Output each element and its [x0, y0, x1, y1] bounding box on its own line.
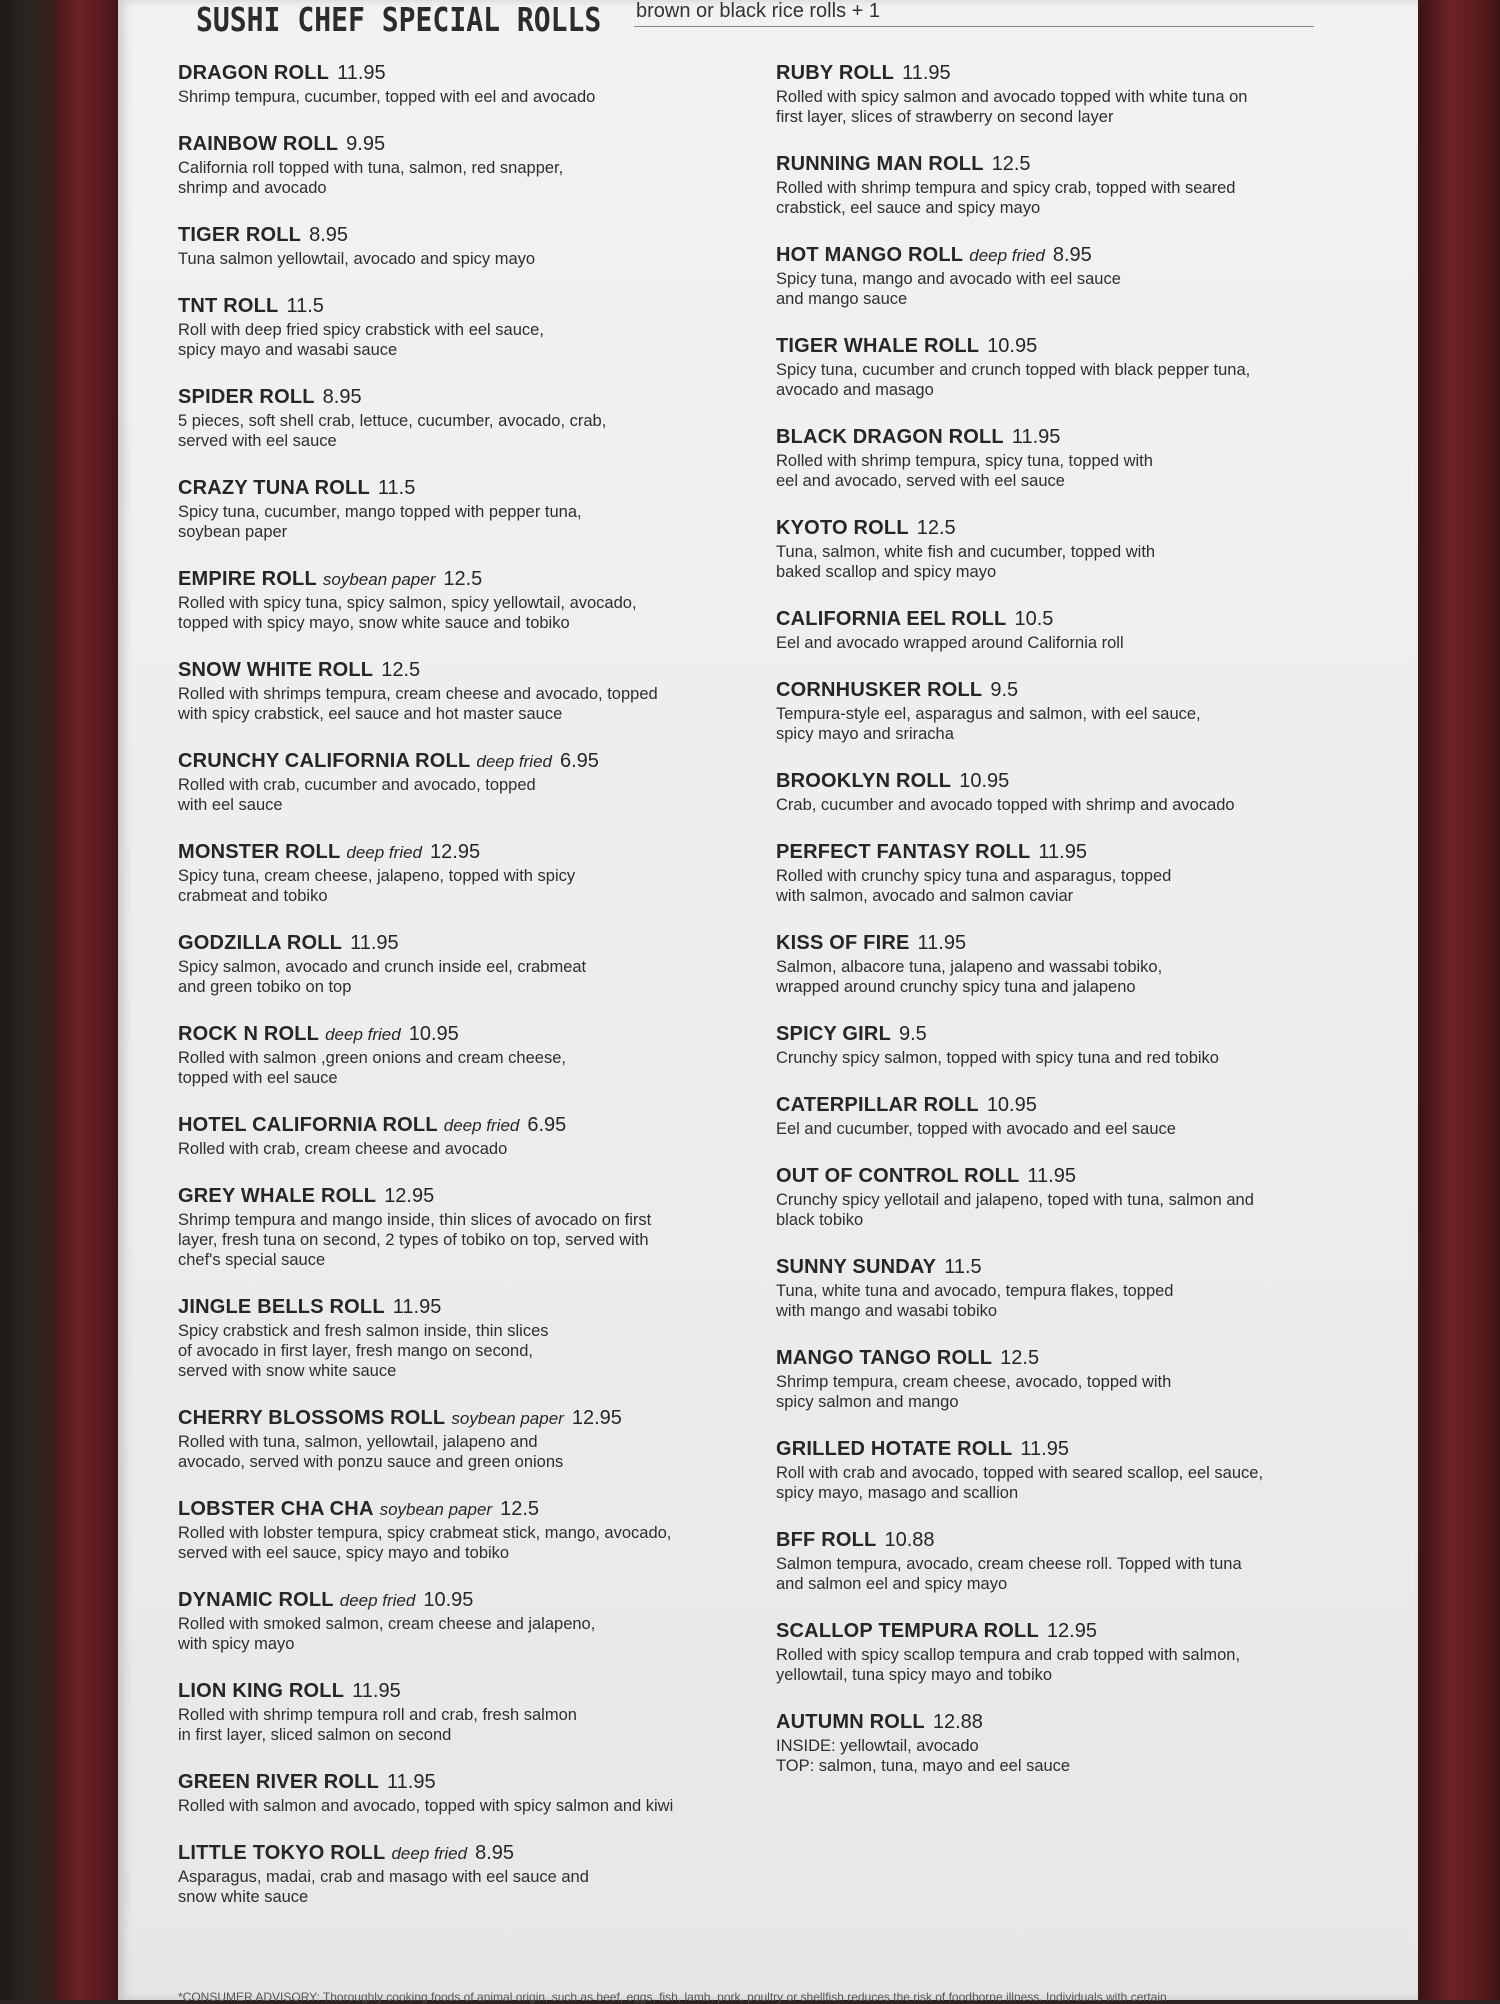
item-name: BLACK DRAGON ROLL: [776, 426, 1004, 448]
menu-item: [178, 657, 768, 724]
menu-item: [776, 768, 1366, 815]
item-price: 11.95: [350, 932, 399, 954]
menu-item-header: [178, 60, 768, 87]
item-price: 10.95: [987, 335, 1038, 357]
left-column: [178, 60, 768, 1931]
item-price: 8.95: [1052, 244, 1092, 266]
menu-item-header: [776, 151, 1366, 178]
menu-item-header: [776, 930, 1366, 957]
item-price: 10.95: [959, 770, 1010, 792]
item-description: INSIDE: yellowtail, avocado TOP: salmon, tuna, mayo and eel sauce: [776, 1737, 1071, 1775]
item-price: 11.95: [1011, 426, 1061, 448]
item-name: RUNNING MAN ROLL: [776, 153, 984, 175]
item-note: deep fried: [476, 752, 552, 771]
menu-item-header: [776, 1021, 1366, 1048]
item-description: California roll topped with tuna, salmon, red snapper, shrimp and avocado: [178, 159, 564, 197]
menu-cover-right-edge: [1420, 0, 1500, 2000]
item-name: MANGO TANGO ROLL: [776, 1347, 993, 1369]
item-price: 12.5: [916, 517, 956, 539]
item-price: 10.88: [884, 1529, 935, 1551]
item-price: 10.5: [1014, 608, 1054, 630]
item-description: Rolled with smoked salmon, cream cheese and jalapeno, with spicy mayo: [178, 1615, 596, 1653]
item-price: 8.95: [309, 224, 349, 246]
item-price: 11.95: [337, 62, 386, 84]
item-price: 6.95: [527, 1114, 567, 1136]
item-name: RUBY ROLL: [776, 62, 895, 84]
item-description: Rolled with tuna, salmon, yellowtail, jalapeno and avocado, served with ponzu sauce and green onions: [178, 1433, 564, 1471]
item-name: CHERRY BLOSSOMS ROLL: [178, 1407, 446, 1429]
menu-item: [178, 1183, 768, 1270]
menu-item: [178, 1112, 768, 1159]
item-name: SNOW WHITE ROLL: [178, 659, 374, 681]
item-name: HOTEL CALIFORNIA ROLL: [178, 1114, 438, 1136]
item-name: ROCK N ROLL: [178, 1023, 320, 1045]
item-note: deep fried: [391, 1844, 468, 1863]
menu-item: [178, 131, 768, 198]
item-name: HOT MANGO ROLL: [776, 244, 964, 266]
menu-item-header: [776, 515, 1366, 542]
item-price: 6.95: [560, 750, 599, 772]
item-price: 12.95: [571, 1407, 622, 1429]
menu-item-header: [178, 1112, 768, 1139]
item-description: Rolled with spicy tuna, spicy salmon, spicy yellowtail, avocado, topped with spicy mayo, snow white sauce and tobiko: [178, 594, 637, 632]
item-name: SPICY GIRL: [776, 1023, 891, 1045]
menu-item: [776, 1527, 1366, 1594]
menu-item: [178, 1840, 768, 1907]
menu-item-header: [776, 1527, 1366, 1554]
menu-item: [776, 242, 1366, 309]
item-note: deep fried: [339, 1591, 416, 1610]
item-note: soybean paper: [451, 1409, 564, 1428]
item-name: TNT ROLL: [178, 295, 279, 317]
menu-item: [178, 1021, 768, 1088]
menu-title: SUSHI CHEF SPECIAL ROLLS: [196, 0, 602, 39]
menu-item: [178, 748, 768, 815]
item-name: GRILLED HOTATE ROLL: [776, 1438, 1013, 1460]
item-name: TIGER ROLL: [178, 224, 302, 246]
item-name: CRUNCHY CALIFORNIA ROLL: [178, 750, 471, 772]
menu-item-header: [178, 1840, 768, 1867]
item-price: 12.88: [932, 1711, 983, 1733]
item-description: 5 pieces, soft shell crab, lettuce, cucumber, avocado, crab, served with eel sauce: [178, 412, 607, 450]
menu-item-header: [178, 1496, 768, 1523]
item-description: Asparagus, madai, crab and masago with eel sauce and snow white sauce: [178, 1868, 589, 1906]
menu-item: [776, 1254, 1366, 1321]
item-description: Rolled with lobster tempura, spicy crabmeat stick, mango, avocado, served with eel sauce, spicy mayo and tobiko: [178, 1524, 672, 1562]
menu-item-header: [178, 293, 768, 320]
item-name: BROOKLYN ROLL: [776, 770, 952, 792]
menu-item-header: [178, 930, 768, 957]
item-name: LITTLE TOKYO ROLL: [178, 1842, 386, 1864]
item-name: JINGLE BELLS ROLL: [178, 1296, 385, 1318]
menu-item: [178, 1769, 768, 1816]
item-description: Shrimp tempura and mango inside, thin slices of avocado on first layer, fresh tuna on second, 2 types of tobiko on top, served with chef's special sauce: [178, 1211, 652, 1269]
item-description: Rolled with crab, cream cheese and avocado: [178, 1140, 508, 1158]
item-note: deep fried: [969, 246, 1045, 265]
menu-item: [776, 1345, 1366, 1412]
item-price: 10.95: [986, 1094, 1037, 1116]
item-price: 10.95: [408, 1023, 459, 1045]
item-description: Spicy tuna, cucumber and crunch topped with black pepper tuna, avocado and masago: [776, 361, 1251, 399]
item-price: 8.95: [475, 1842, 515, 1864]
menu-item: [178, 475, 768, 542]
item-name: LION KING ROLL: [178, 1680, 345, 1702]
menu-item-header: [776, 242, 1366, 269]
item-price: 11.95: [1038, 841, 1087, 863]
item-price: 12.5: [443, 568, 483, 590]
item-note: soybean paper: [379, 1500, 493, 1519]
item-price: 8.95: [322, 386, 362, 408]
menu-subtitle: brown or black rice rolls + 1: [636, 0, 880, 22]
item-name: OUT OF CONTROL ROLL: [776, 1165, 1020, 1187]
menu-item: [776, 606, 1366, 653]
menu-item: [178, 1405, 768, 1472]
item-description: Rolled with crunchy spicy tuna and asparagus, topped with salmon, avocado and salmon caviar: [776, 867, 1172, 905]
menu-item: [776, 1163, 1366, 1230]
menu-item: [178, 222, 768, 269]
item-description: Salmon, albacore tuna, jalapeno and wassabi tobiko, wrapped around crunchy spicy tuna and jalapeno: [776, 958, 1163, 996]
menu-item: [776, 424, 1366, 491]
menu-item: [776, 1092, 1366, 1139]
menu-item: [178, 60, 768, 107]
menu-item-header: [178, 1678, 768, 1705]
menu-page: [118, 0, 1418, 2004]
item-name: SUNNY SUNDAY: [776, 1256, 937, 1278]
item-price: 9.5: [990, 679, 1019, 701]
item-name: GREEN RIVER ROLL: [178, 1771, 379, 1793]
menu-item-header: [178, 1405, 768, 1432]
menu-item: [178, 293, 768, 360]
item-name: MONSTER ROLL: [178, 841, 341, 863]
item-description: Rolled with shrimp tempura and spicy crab, topped with seared crabstick, eel sauce and spicy mayo: [776, 179, 1236, 217]
item-description: Roll with crab and avocado, topped with seared scallop, eel sauce, spicy mayo, masago and scallion: [776, 1464, 1264, 1502]
item-name: GREY WHALE ROLL: [178, 1185, 377, 1207]
menu-item-header: [178, 222, 768, 249]
item-name: SCALLOP TEMPURA ROLL: [776, 1620, 1039, 1642]
subtitle-divider: [634, 26, 1314, 27]
menu-item-header: [178, 1294, 768, 1321]
item-description: Spicy crabstick and fresh salmon inside, thin slices of avocado in first layer, fresh mango on second, served with snow white sauce: [178, 1322, 549, 1380]
item-price: 9.95: [346, 133, 386, 155]
item-price: 9.5: [899, 1023, 927, 1045]
item-description: Shrimp tempura, cream cheese, avocado, topped with spicy salmon and mango: [776, 1373, 1172, 1411]
item-name: LOBSTER CHA CHA: [178, 1498, 374, 1520]
item-price: 12.95: [384, 1185, 435, 1207]
item-description: Tuna, salmon, white fish and cucumber, topped with baked scallop and spicy mayo: [776, 543, 1156, 581]
item-description: Rolled with shrimp tempura roll and crab, fresh salmon in first layer, sliced salmon on second: [178, 1706, 577, 1744]
menu-item: [178, 1294, 768, 1381]
consumer-advisory: *CONSUMER ADVISORY: Thoroughly cooking foods of animal origin, such as beef, eggs, fish, lamb, pork, poultry or shellfish reduces the risk of foodborne illness. Individuals with certain: [178, 1990, 1167, 2004]
item-price: 11.95: [917, 932, 967, 954]
item-description: Spicy salmon, avocado and crunch inside eel, crabmeat and green tobiko on top: [178, 958, 587, 996]
item-price: 10.95: [423, 1589, 474, 1611]
item-name: CATERPILLAR ROLL: [776, 1094, 979, 1116]
item-description: Roll with deep fried spicy crabstick with eel sauce, spicy mayo and wasabi sauce: [178, 321, 544, 359]
item-price: 12.5: [991, 153, 1031, 175]
menu-item: [776, 930, 1366, 997]
item-description: Rolled with shrimp tempura, spicy tuna, topped with eel and avocado, served with eel sauce: [776, 452, 1153, 490]
item-description: Rolled with spicy scallop tempura and crab topped with salmon, yellowtail, tuna spicy mayo and tobiko: [776, 1646, 1241, 1684]
item-name: EMPIRE ROLL: [178, 568, 317, 590]
item-note: deep fried: [325, 1025, 401, 1044]
item-name: PERFECT FANTASY ROLL: [776, 841, 1031, 863]
menu-item: [776, 839, 1366, 906]
item-price: 12.5: [381, 659, 421, 681]
item-description: Crunchy spicy yellotail and jalapeno, toped with tuna, salmon and black tobiko: [776, 1191, 1254, 1229]
item-price: 12.5: [1000, 1347, 1040, 1369]
menu-item: [776, 677, 1366, 744]
right-column: [776, 60, 1366, 1800]
item-description: Tuna, white tuna and avocado, tempura flakes, topped with mango and wasabi tobiko: [776, 1282, 1174, 1320]
menu-item-header: [178, 748, 768, 775]
item-name: KYOTO ROLL: [776, 517, 909, 539]
menu-item-header: [178, 131, 768, 158]
item-description: Eel and cucumber, topped with avocado and eel sauce: [776, 1120, 1176, 1138]
item-description: Eel and avocado wrapped around California roll: [776, 634, 1124, 652]
menu-item: [178, 930, 768, 997]
item-name: BFF ROLL: [776, 1529, 877, 1551]
menu-item-header: [178, 839, 768, 866]
menu-item-header: [178, 1769, 768, 1796]
item-description: Tuna salmon yellowtail, avocado and spicy mayo: [178, 250, 536, 268]
menu-item-header: [776, 1345, 1366, 1372]
item-name: DYNAMIC ROLL: [178, 1589, 334, 1611]
menu-item-header: [776, 1618, 1366, 1645]
item-description: Crunchy spicy salmon, topped with spicy tuna and red tobiko: [776, 1049, 1219, 1067]
menu-item: [178, 384, 768, 451]
menu-item: [178, 1587, 768, 1654]
item-name: SPIDER ROLL: [178, 386, 315, 408]
item-description: Rolled with salmon and avocado, topped with spicy salmon and kiwi: [178, 1797, 674, 1815]
menu-item-header: [776, 1436, 1366, 1463]
menu-item-header: [178, 657, 768, 684]
item-price: 12.95: [430, 841, 481, 863]
menu-item-header: [178, 475, 768, 502]
menu-item: [178, 1678, 768, 1745]
item-price: 11.5: [944, 1256, 982, 1278]
item-note: deep fried: [443, 1116, 520, 1135]
item-description: Rolled with spicy salmon and avocado topped with white tuna on first layer, slices of strawberry on second layer: [776, 88, 1248, 126]
menu-item-header: [178, 384, 768, 411]
item-description: Spicy tuna, cream cheese, jalapeno, topped with spicy crabmeat and tobiko: [178, 867, 576, 905]
item-name: GODZILLA ROLL: [178, 932, 343, 954]
item-name: CALIFORNIA EEL ROLL: [776, 608, 1007, 630]
menu-item-header: [776, 424, 1366, 451]
item-price: 11.95: [392, 1296, 442, 1318]
item-price: 11.5: [286, 295, 324, 317]
menu-item: [178, 566, 768, 633]
menu-item: [776, 515, 1366, 582]
item-description: Shrimp tempura, cucumber, topped with eel and avocado: [178, 88, 596, 106]
item-description: Rolled with shrimps tempura, cream cheese and avocado, topped with spicy crabstick, eel sauce and hot master sauce: [178, 685, 658, 723]
item-description: Crab, cucumber and avocado topped with shrimp and avocado: [776, 796, 1235, 814]
item-name: CORNHUSKER ROLL: [776, 679, 983, 701]
item-price: 12.95: [1046, 1620, 1097, 1642]
menu-item-header: [776, 606, 1366, 633]
item-price: 11.95: [1020, 1438, 1069, 1460]
menu-item: [776, 333, 1366, 400]
item-name: TIGER WHALE ROLL: [776, 335, 980, 357]
item-description: Rolled with crab, cucumber and avocado, topped with eel sauce: [178, 776, 536, 814]
item-price: 11.95: [387, 1771, 436, 1793]
menu-item-header: [178, 1021, 768, 1048]
menu-item-header: [178, 1587, 768, 1614]
menu-item-header: [776, 839, 1366, 866]
menu-item-header: [776, 768, 1366, 795]
menu-item: [776, 151, 1366, 218]
menu-item: [776, 1709, 1366, 1776]
item-description: Tempura-style eel, asparagus and salmon, with eel sauce, spicy mayo and sriracha: [776, 705, 1201, 743]
menu-item: [776, 60, 1366, 127]
item-note: soybean paper: [322, 570, 436, 589]
menu-item-header: [776, 333, 1366, 360]
menu-header: [196, 0, 1316, 40]
item-price: 12.5: [500, 1498, 540, 1520]
table-background: [0, 0, 55, 2000]
menu-item: [776, 1618, 1366, 1685]
item-price: 11.95: [352, 1680, 401, 1702]
menu-cover-left-edge: [55, 0, 122, 2000]
item-name: CRAZY TUNA ROLL: [178, 477, 370, 499]
menu-item-header: [776, 1163, 1366, 1190]
menu-item-header: [776, 60, 1366, 87]
menu-item: [776, 1021, 1366, 1068]
item-description: Spicy tuna, cucumber, mango topped with pepper tuna, soybean paper: [178, 503, 582, 541]
item-description: Salmon tempura, avocado, cream cheese roll. Topped with tuna and salmon eel and spicy mayo: [776, 1555, 1242, 1593]
item-name: KISS OF FIRE: [776, 932, 910, 954]
item-name: RAINBOW ROLL: [178, 133, 339, 155]
item-note: deep fried: [346, 843, 423, 862]
item-price: 11.95: [902, 62, 951, 84]
item-name: DRAGON ROLL: [178, 62, 330, 84]
menu-item-header: [776, 1709, 1366, 1736]
menu-item: [178, 839, 768, 906]
item-name: AUTUMN ROLL: [776, 1711, 925, 1733]
menu-item: [178, 1496, 768, 1563]
menu-item-header: [776, 677, 1366, 704]
menu-item-header: [178, 566, 768, 593]
menu-item-header: [776, 1092, 1366, 1119]
item-price: 11.95: [1027, 1165, 1076, 1187]
item-description: Spicy tuna, mango and avocado with eel sauce and mango sauce: [776, 270, 1121, 308]
menu-item: [776, 1436, 1366, 1503]
item-price: 11.5: [377, 477, 416, 499]
menu-item-header: [178, 1183, 768, 1210]
item-description: Rolled with salmon ,green onions and cream cheese, topped with eel sauce: [178, 1049, 566, 1087]
menu-item-header: [776, 1254, 1366, 1281]
